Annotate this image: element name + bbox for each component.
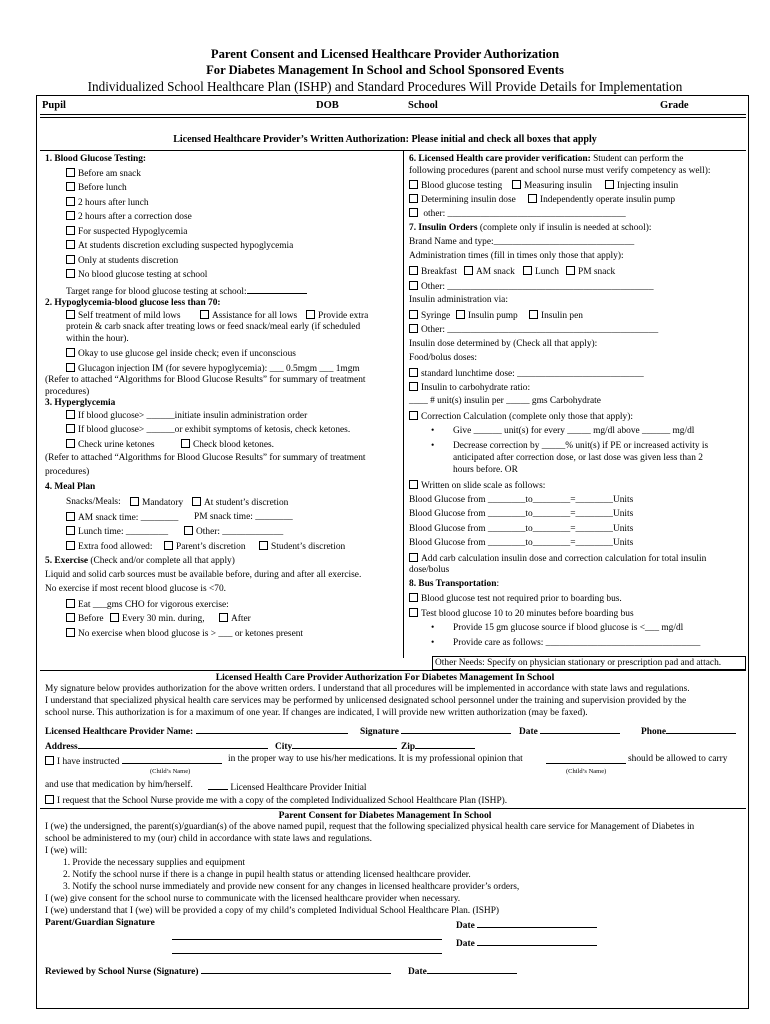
extra-student-discretion[interactable]: Student’s discretion xyxy=(259,541,345,553)
form-title-line3: Individualized School Healthcare Plan (ISHP) and Standard Procedures Will Provide Details for Implementation xyxy=(87,79,683,94)
hypo-self-treatment[interactable]: Self treatment of mild lows xyxy=(66,310,181,322)
parent-item-2: 2. Notify the school nurse if there is a change in pupil health status or attending licensed healthcare provider. xyxy=(63,870,471,880)
provider-para-1: My signature below provides authorization for the above written orders. I understand that all procedures will be implemented in accordance with state laws and regulations. xyxy=(45,684,690,694)
insulin-carb-ratio[interactable]: Insulin to carbohydrate ratio: xyxy=(409,382,530,394)
nurse-review-field[interactable]: Reviewed by School Nurse (Signature) xyxy=(45,964,391,978)
exercise-before[interactable]: Before xyxy=(66,613,104,625)
meal-discretion[interactable]: At student’s discretion xyxy=(192,497,288,509)
bus-no-test[interactable]: Blood glucose test not required prior to boarding bus. xyxy=(409,593,622,605)
units-per-carb[interactable]: ____ # unit(s) insulin per _____ gms Carbohydrate xyxy=(409,396,601,406)
verify-injecting[interactable]: Injecting insulin xyxy=(605,180,678,192)
checkbox[interactable] xyxy=(66,255,75,264)
time-am-snack[interactable]: AM snack xyxy=(464,266,515,278)
via-syringe[interactable]: Syringe xyxy=(409,310,450,322)
instructed-child-field[interactable] xyxy=(546,754,626,768)
bg-item-6[interactable]: At students discretion excluding suspected hypoglycemia xyxy=(66,240,293,252)
hypo-glucagon[interactable]: Glucagon injection IM (for severe hypoglycemia): ___ 0.5mgm ___ 1mgm xyxy=(66,363,360,375)
exercise-eat[interactable]: Eat ___gms CHO for vigorous exercise: xyxy=(66,599,229,611)
add-carb-calc-2: dose/bolus xyxy=(409,565,450,575)
childs-name-caption: (Child’s Name) xyxy=(150,768,191,775)
city-field[interactable]: City xyxy=(275,739,397,753)
exercise-line-1: Liquid and solid carb sources must be available before, during and after all exercise. xyxy=(45,570,362,580)
provider-para-2: I understand that specialized physical health care services may be performed by unlicensed designated school personnel under the training and supervision provided by the xyxy=(45,696,687,706)
grade-label: Grade xyxy=(660,100,689,111)
bg-range-row[interactable]: Blood Glucose from ________to________=________Units xyxy=(409,538,634,548)
checkbox[interactable] xyxy=(66,226,75,235)
extra-parent-discretion[interactable]: Parent’s discretion xyxy=(164,541,246,553)
parent-para-1: I (we) the undersigned, the parent(s)/guardian(s) of the above named pupil, request that the following specialized physical health care service for Management of Diabetes in xyxy=(45,822,695,832)
bg-item-2[interactable]: Before lunch xyxy=(66,182,127,194)
bg-item-1[interactable]: Before am snack xyxy=(66,168,141,180)
decrease-correction-3: hours before. OR xyxy=(453,465,518,475)
parent-para-4: I (we) give consent for the school nurse to communicate with the licensed healthcare provider when necessary. xyxy=(45,894,461,904)
via-pump[interactable]: Insulin pump xyxy=(456,310,518,322)
parent-item-1: 1. Provide the necessary supplies and equipment xyxy=(63,858,245,868)
standard-lunchtime-dose[interactable]: standard lunchtime dose: ___________________________ xyxy=(409,368,644,380)
request-copy[interactable]: I request that the School Nurse provide me with a copy of the completed Individualized School Healthcare Plan (ISHP). xyxy=(45,795,507,807)
section-divider xyxy=(40,150,746,151)
provider-para-3: school nurse. This authorization is for a maximum of one year. If changes are indicated, I will provide new written authorization (may be faxed). xyxy=(45,708,588,718)
bg-range-row[interactable]: Blood Glucose from ________to________=________Units xyxy=(409,509,634,519)
header-underline xyxy=(40,114,746,115)
blood-glucose-testing-title: 1. Blood Glucose Testing: xyxy=(45,154,147,164)
initial-field[interactable]: Licensed Healthcare Provider Initial xyxy=(208,780,366,794)
hyperglycemia-title: 3. Hyperglycemia xyxy=(45,398,116,408)
verify-bg-testing[interactable]: Blood glucose testing xyxy=(409,180,502,192)
form-title-line1: Parent Consent and Licensed Healthcare Provider Authorization xyxy=(210,47,560,61)
pm-snack-time[interactable]: PM snack time: ________ xyxy=(194,512,293,522)
provider-phone-field[interactable]: Phone xyxy=(641,724,736,738)
provider-date-field[interactable]: Date xyxy=(519,724,620,738)
insulin-brand[interactable]: Brand Name and type:______________________________ xyxy=(409,237,635,247)
bullet-icon: • xyxy=(431,441,435,451)
parent-signature-line-2[interactable] xyxy=(172,944,442,958)
bg-item-3[interactable]: 2 hours after lunch xyxy=(66,197,149,209)
other-needs-box: Other Needs: Specify on physician stationary or prescription pad and attach. xyxy=(432,656,746,670)
bg-item-7[interactable]: Only at students discretion xyxy=(66,255,178,267)
bg-item-8[interactable]: No blood glucose testing at school xyxy=(66,269,207,281)
meal-other[interactable]: Other: _____________ xyxy=(184,526,283,538)
bg-range-row[interactable]: Blood Glucose from ________to________=________Units xyxy=(409,524,634,534)
verify-measuring[interactable]: Measuring insulin xyxy=(512,180,592,192)
provider-signature-field[interactable]: Signature xyxy=(360,724,511,738)
verify-other[interactable]: other: ______________________________________ xyxy=(409,208,626,220)
hyper-ketosis[interactable]: If blood glucose> ______or exhibit symptoms of ketosis, check ketones. xyxy=(66,424,350,436)
meal-plan-title: 4. Meal Plan xyxy=(45,482,96,492)
parent-signature-label: Parent/Guardian Signature xyxy=(45,918,155,928)
section-divider xyxy=(40,808,746,809)
parent-heading: Parent Consent for Diabetes Management In School xyxy=(278,810,492,821)
exercise-line-2: No exercise if most recent blood glucose is <70. xyxy=(45,584,227,594)
hypo-ref-2: procedures) xyxy=(45,387,90,397)
nurse-date-field[interactable]: Date xyxy=(408,964,517,978)
decrease-correction[interactable]: Decrease correction by _____% unit(s) if PE or increased activity is xyxy=(453,441,709,451)
provider-heading: Licensed Health Care Provider Authorization For Diabetes Management In School xyxy=(215,672,555,683)
exercise-every[interactable]: Every 30 min. during, xyxy=(110,613,205,625)
bg-range-row[interactable]: Blood Glucose from ________to________=________Units xyxy=(409,495,634,505)
parent-para-3: I (we) will: xyxy=(45,846,88,856)
bus-care[interactable]: Provide care as follows: _________________________________ xyxy=(453,638,701,648)
hyper-urine-ketones[interactable]: Check urine ketones xyxy=(66,439,155,451)
hypo-extra-snack-text-2: within the hour). xyxy=(66,334,129,344)
checkbox[interactable] xyxy=(66,211,75,220)
zip-field[interactable]: Zip xyxy=(401,739,475,753)
provider-name-field[interactable]: Licensed Healthcare Provider Name: xyxy=(45,724,348,738)
insulin-admin-times: Administration times (fill in times only those that apply): xyxy=(409,251,624,261)
parent-para-2: school be administered to my (our) child in accordance with state laws and regulations. xyxy=(45,834,372,844)
bullet-icon: • xyxy=(431,638,435,648)
meal-mandatory[interactable]: Mandatory xyxy=(130,497,183,509)
instructed-checkbox[interactable]: I have instructed xyxy=(45,754,222,768)
verify-pump[interactable]: Independently operate insulin pump xyxy=(528,194,675,206)
food-bolus: Food/bolus doses: xyxy=(409,353,477,363)
bg-item-4[interactable]: 2 hours after a correction dose xyxy=(66,211,192,223)
hypo-glucose-gel[interactable]: Okay to use glucose gel inside check; even if unconscious xyxy=(66,348,296,360)
parent-date-field[interactable]: Date xyxy=(456,918,597,932)
section-divider xyxy=(40,670,746,671)
time-breakfast[interactable]: Breakfast xyxy=(409,266,457,278)
childs-name-caption: (Child’s Name) xyxy=(566,768,607,775)
hypo-assistance[interactable]: Assistance for all lows xyxy=(200,310,297,322)
header-underline-2 xyxy=(40,117,746,118)
hypoglycemia-title: 2. Hypoglycemia-blood glucose less than 70: xyxy=(45,298,221,308)
dose-determined: Insulin dose determined by (Check all that apply): xyxy=(409,339,598,349)
checkbox[interactable] xyxy=(66,269,75,278)
hypo-extra-snack[interactable]: Provide extra xyxy=(306,310,368,322)
am-snack-time[interactable]: AM snack time: ________ xyxy=(66,512,178,524)
hyper-insulin-order[interactable]: If blood glucose> ______initiate insulin administration order xyxy=(66,410,307,422)
add-carb-calc[interactable]: Add carb calculation insulin dose and correction calculation for total insulin xyxy=(409,553,706,565)
extra-food-allowed[interactable]: Extra food allowed: xyxy=(66,541,152,553)
use-medication: and use that medication by him/herself. xyxy=(45,780,193,790)
checkbox[interactable] xyxy=(66,182,75,191)
decrease-correction-2: anticipated after correction dose, or last dose was given less than 2 xyxy=(453,453,703,463)
give-units[interactable]: Give ______ unit(s) for every _____ mg/dl above ______ mg/dl xyxy=(453,426,695,436)
instructed-text: in the proper way to use his/her medications. It is my professional opinion that xyxy=(228,754,523,764)
verification-line-2: following procedures (parent and school nurse must verify competency as well): xyxy=(409,166,711,176)
authorization-heading: Licensed Healthcare Provider’s Written Authorization: Please initial and check all boxes that apply xyxy=(173,134,597,145)
bus-glucose-source[interactable]: Provide 15 gm glucose source if blood glucose is <___ mg/dl xyxy=(453,623,684,633)
time-pm-snack[interactable]: PM snack xyxy=(566,266,615,278)
bus-test[interactable]: Test blood glucose 10 to 20 minutes before boarding bus xyxy=(409,608,634,620)
pupil-label: Pupil xyxy=(42,100,66,111)
parent-item-3: 3. Notify the school nurse immediately and provide new consent for any changes in licensed healthcare provider’s orders, xyxy=(63,882,520,892)
school-label: School xyxy=(408,100,438,111)
instructed-carry: should be allowed to carry xyxy=(628,754,728,764)
hyper-blood-ketones[interactable]: Check blood ketones. xyxy=(181,439,274,451)
form-title-line2: For Diabetes Management In School and School Sponsored Events xyxy=(206,63,564,77)
bullet-icon: • xyxy=(431,623,435,633)
column-divider xyxy=(403,151,404,658)
snacks-meals-label: Snacks/Meals: xyxy=(66,497,121,507)
exercise-title: 5. Exercise (Check and/or complete all that apply) xyxy=(45,556,235,566)
time-other[interactable]: Other: ____________________________________________ xyxy=(409,281,654,293)
hyper-ref-2: procedures) xyxy=(45,467,90,477)
hypo-extra-snack-text: protein & carb snack after treating lows or feed snack/meal early (if scheduled xyxy=(66,322,361,332)
correction-calculation[interactable]: Correction Calculation (complete only those that apply): xyxy=(409,411,633,423)
checkbox[interactable] xyxy=(66,197,75,206)
parent-signature-line[interactable] xyxy=(172,930,442,944)
hypo-ref: (Refer to attached “Algorithms for Blood Glucose Results” for summary of treatment xyxy=(45,375,366,385)
lunch-time[interactable]: Lunch time: _________ xyxy=(66,526,168,538)
checkbox[interactable] xyxy=(66,240,75,249)
parent-para-5: I (we) understand that I (we) will be provided a copy of my child’s completed Individual School Healthcare Plan. (ISHP) xyxy=(45,906,500,916)
via-pen[interactable]: Insulin pen xyxy=(529,310,583,322)
parent-date-field-2[interactable]: Date xyxy=(456,936,597,950)
address-field[interactable]: Address xyxy=(45,739,268,753)
via-other[interactable]: Other: _____________________________________________ xyxy=(409,324,658,336)
slide-scale[interactable]: Written on slide scale as follows: xyxy=(409,480,545,492)
hyper-ref: (Refer to attached “Algorithms for Blood Glucose Results” for summary of treatment xyxy=(45,453,366,463)
checkbox[interactable] xyxy=(66,168,75,177)
bullet-icon: • xyxy=(431,426,435,436)
exercise-none[interactable]: No exercise when blood glucose is > ___ or ketones present xyxy=(66,628,303,640)
exercise-after[interactable]: After xyxy=(219,613,251,625)
verification-title: 6. Licensed Health care provider verification: Student can perform the xyxy=(409,154,684,164)
bg-item-5[interactable]: For suspected Hypoglycemia xyxy=(66,226,187,238)
target-range-field[interactable]: Target range for blood glucose testing at school: xyxy=(66,284,307,298)
insulin-orders-title: 7. Insulin Orders (complete only if insulin is needed at school): xyxy=(409,223,652,233)
bus-title: 8. Bus Transportation: xyxy=(409,579,500,589)
insulin-via: Insulin administration via: xyxy=(409,295,508,305)
dob-label: DOB xyxy=(316,100,339,111)
time-lunch[interactable]: Lunch xyxy=(523,266,559,278)
verify-determining[interactable]: Determining insulin dose xyxy=(409,194,516,206)
